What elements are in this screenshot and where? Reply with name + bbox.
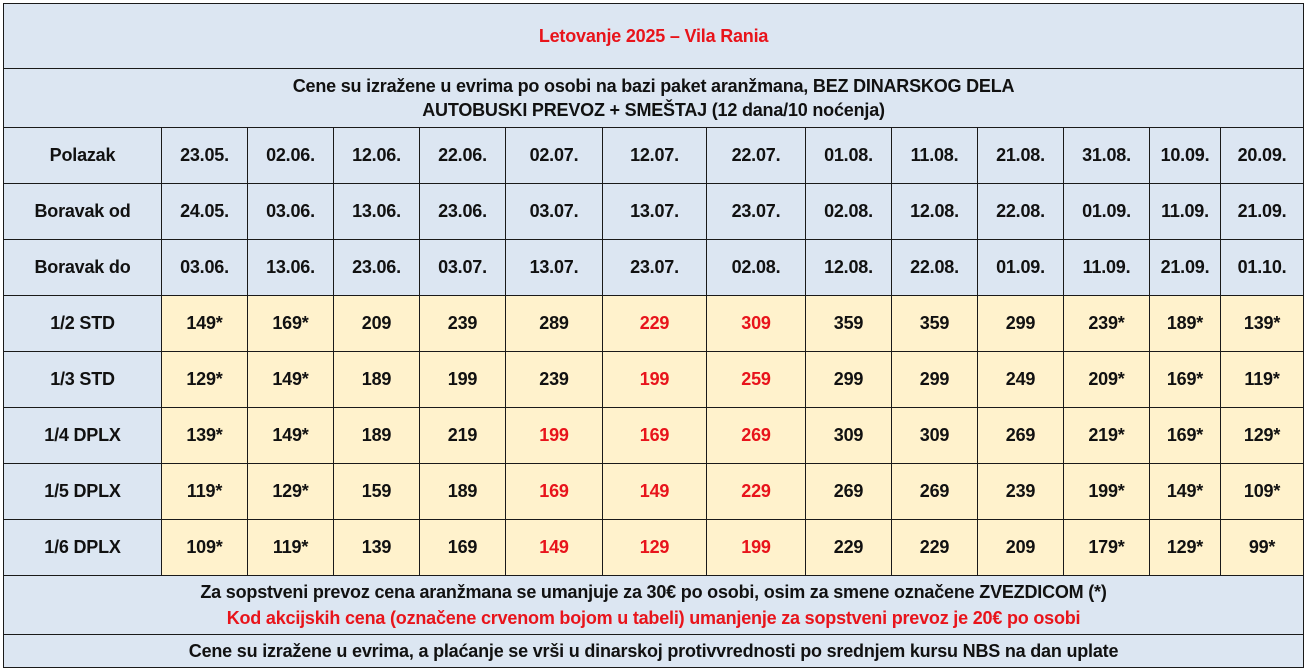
- date-cell: 01.09.: [978, 240, 1064, 296]
- row-label: Boravak od: [4, 184, 162, 240]
- price-row: [4, 520, 1304, 576]
- date-cell: 11.09.: [1150, 184, 1221, 240]
- price-cell: 129*: [1221, 408, 1304, 464]
- date-cell: 13.07.: [506, 240, 603, 296]
- room-type-label: 1/6 DPLX: [4, 520, 162, 576]
- price-row: [4, 352, 1304, 408]
- price-cell: 199: [420, 352, 506, 408]
- price-cell: 239: [506, 352, 603, 408]
- price-row: [4, 408, 1304, 464]
- date-cell: 20.09.: [1221, 128, 1304, 184]
- date-cell: 03.07.: [506, 184, 603, 240]
- price-cell: 229: [603, 296, 707, 352]
- price-cell: 119*: [248, 520, 334, 576]
- price-cell: 239: [420, 296, 506, 352]
- price-cell: 299: [806, 352, 892, 408]
- price-cell: 239: [978, 464, 1064, 520]
- price-cell: 149*: [248, 408, 334, 464]
- price-cell: 359: [806, 296, 892, 352]
- date-cell: 22.08.: [892, 240, 978, 296]
- price-cell: 229: [707, 464, 806, 520]
- date-cell: 01.10.: [1221, 240, 1304, 296]
- price-cell: 139*: [1221, 296, 1304, 352]
- price-cell: 189: [334, 352, 420, 408]
- promo-price-note: Kod akcijskih cena (označene crvenom bojom u tabeli) umanjenje za sopstveni prevoz je 20€ po osobi: [226, 608, 1081, 628]
- date-cell: 23.07.: [707, 184, 806, 240]
- date-cell: 22.06.: [420, 128, 506, 184]
- price-cell: 269: [892, 464, 978, 520]
- date-cell: 13.06.: [334, 184, 420, 240]
- price-row: [4, 296, 1304, 352]
- price-cell: 209: [978, 520, 1064, 576]
- price-cell: 139*: [162, 408, 248, 464]
- price-cell: 269: [707, 408, 806, 464]
- date-cell: 24.05.: [162, 184, 248, 240]
- price-cell: 169: [506, 464, 603, 520]
- date-cell: 01.09.: [1064, 184, 1150, 240]
- date-cell: 02.06.: [248, 128, 334, 184]
- price-row: [4, 464, 1304, 520]
- price-cell: 299: [978, 296, 1064, 352]
- date-cell: 12.08.: [806, 240, 892, 296]
- price-cell: 149*: [248, 352, 334, 408]
- own-transport-note: Za sopstveni prevoz cena aranžmana se umanjuje za 30€ po osobi, osim za smene označene ZVEZDICOM (*): [200, 582, 1107, 602]
- price-cell: 289: [506, 296, 603, 352]
- price-cell: 299: [892, 352, 978, 408]
- note-cell: [4, 576, 1304, 635]
- price-cell: 259: [707, 352, 806, 408]
- price-cell: 149: [603, 464, 707, 520]
- date-row-stay-from: [4, 184, 1304, 240]
- price-cell: 129*: [162, 352, 248, 408]
- price-cell: 109*: [162, 520, 248, 576]
- price-cell: 199*: [1064, 464, 1150, 520]
- price-cell: 199: [707, 520, 806, 576]
- date-cell: 02.07.: [506, 128, 603, 184]
- info-row: [4, 69, 1304, 128]
- title-row: [4, 4, 1304, 69]
- price-cell: 129: [603, 520, 707, 576]
- price-cell: 209*: [1064, 352, 1150, 408]
- price-cell: 209: [334, 296, 420, 352]
- date-cell: 21.09.: [1150, 240, 1221, 296]
- date-cell: 02.08.: [707, 240, 806, 296]
- price-cell: 169*: [248, 296, 334, 352]
- price-cell: 169*: [1150, 352, 1221, 408]
- price-cell: 119*: [162, 464, 248, 520]
- room-type-label: 1/4 DPLX: [4, 408, 162, 464]
- info-line-2: AUTOBUSKI PREVOZ + SMEŠTAJ (12 dana/10 noćenja): [422, 100, 885, 120]
- price-cell: 229: [892, 520, 978, 576]
- date-cell: 12.08.: [892, 184, 978, 240]
- date-row-stay-to: [4, 240, 1304, 296]
- price-cell: 169: [420, 520, 506, 576]
- room-type-label: 1/5 DPLX: [4, 464, 162, 520]
- price-cell: 249: [978, 352, 1064, 408]
- price-cell: 309: [806, 408, 892, 464]
- date-cell: 02.08.: [806, 184, 892, 240]
- room-type-label: 1/2 STD: [4, 296, 162, 352]
- price-cell: 269: [978, 408, 1064, 464]
- price-cell: 149*: [1150, 464, 1221, 520]
- date-row-departure: [4, 128, 1304, 184]
- row-label: Polazak: [4, 128, 162, 184]
- table-title: Letovanje 2025 – Vila Rania: [4, 4, 1304, 69]
- note-row: [4, 576, 1304, 635]
- price-cell: 219*: [1064, 408, 1150, 464]
- price-cell: 189*: [1150, 296, 1221, 352]
- price-cell: 359: [892, 296, 978, 352]
- date-cell: 13.06.: [248, 240, 334, 296]
- price-cell: 129*: [1150, 520, 1221, 576]
- date-cell: 23.06.: [420, 184, 506, 240]
- price-cell: 179*: [1064, 520, 1150, 576]
- price-cell: 219: [420, 408, 506, 464]
- price-cell: 309: [892, 408, 978, 464]
- price-cell: 189: [420, 464, 506, 520]
- date-cell: 13.07.: [603, 184, 707, 240]
- date-cell: 10.09.: [1150, 128, 1221, 184]
- date-cell: 31.08.: [1064, 128, 1150, 184]
- price-cell: 229: [806, 520, 892, 576]
- price-cell: 119*: [1221, 352, 1304, 408]
- room-type-label: 1/3 STD: [4, 352, 162, 408]
- row-label: Boravak do: [4, 240, 162, 296]
- price-cell: 199: [603, 352, 707, 408]
- date-cell: 21.08.: [978, 128, 1064, 184]
- price-table: [3, 3, 1304, 668]
- date-cell: 03.06.: [162, 240, 248, 296]
- date-cell: 03.07.: [420, 240, 506, 296]
- date-cell: 22.08.: [978, 184, 1064, 240]
- date-cell: 22.07.: [707, 128, 806, 184]
- date-cell: 23.07.: [603, 240, 707, 296]
- date-cell: 23.06.: [334, 240, 420, 296]
- price-cell: 169: [603, 408, 707, 464]
- price-cell: 199: [506, 408, 603, 464]
- price-cell: 149: [506, 520, 603, 576]
- date-cell: 01.08.: [806, 128, 892, 184]
- date-cell: 11.08.: [892, 128, 978, 184]
- price-cell: 149*: [162, 296, 248, 352]
- price-cell: 309: [707, 296, 806, 352]
- price-cell: 189: [334, 408, 420, 464]
- payment-note: Cene su izražene u evrima, a plaćanje se vrši u dinarskoj protivvrednosti po srednjem kursu NBS na dan uplate: [4, 635, 1304, 668]
- date-cell: 21.09.: [1221, 184, 1304, 240]
- date-cell: 11.09.: [1064, 240, 1150, 296]
- info-line-1: Cene su izražene u evrima po osobi na bazi paket aranžmana, BEZ DINARSKOG DELA: [292, 76, 1015, 96]
- date-cell: 12.06.: [334, 128, 420, 184]
- price-cell: 109*: [1221, 464, 1304, 520]
- price-cell: 269: [806, 464, 892, 520]
- price-cell: 99*: [1221, 520, 1304, 576]
- price-cell: 239*: [1064, 296, 1150, 352]
- price-cell: 139: [334, 520, 420, 576]
- date-cell: 12.07.: [603, 128, 707, 184]
- price-cell: 159: [334, 464, 420, 520]
- footer-row: [4, 635, 1304, 668]
- price-cell: 169*: [1150, 408, 1221, 464]
- info-cell: [4, 69, 1304, 128]
- date-cell: 23.05.: [162, 128, 248, 184]
- date-cell: 03.06.: [248, 184, 334, 240]
- price-cell: 129*: [248, 464, 334, 520]
